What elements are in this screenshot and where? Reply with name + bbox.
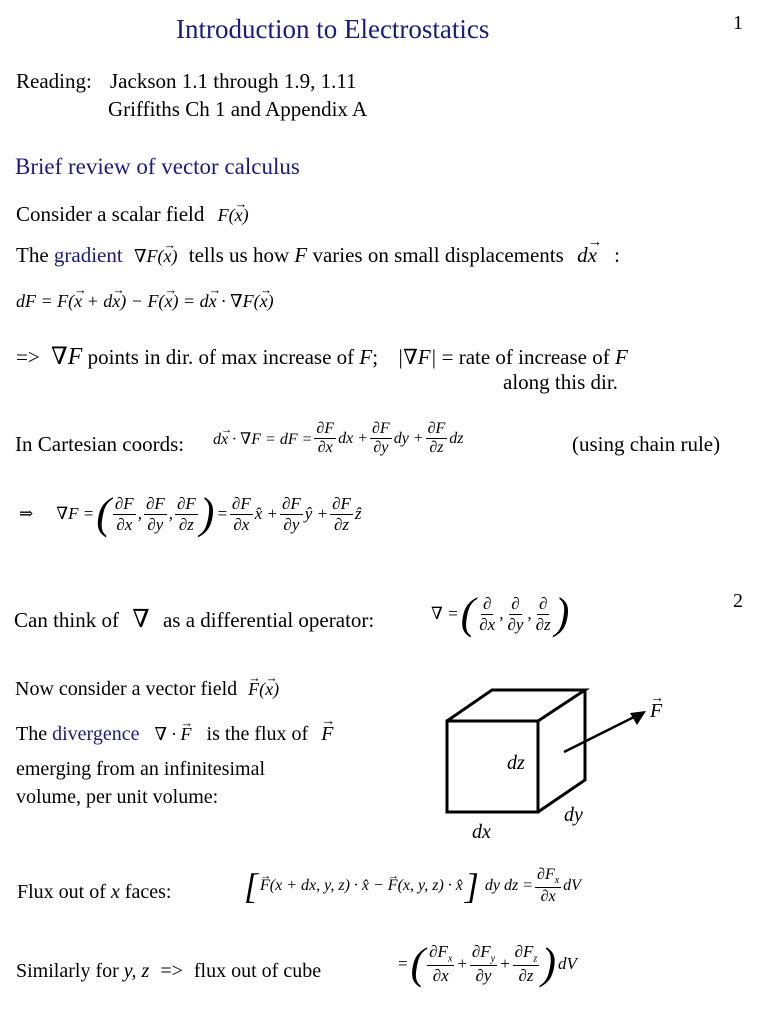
- gradient-math: ∇F(→ x): [134, 246, 178, 266]
- section-heading: Brief review of vector calculus: [15, 154, 300, 179]
- cube-label-dx: dx: [472, 821, 491, 843]
- nabla-operator-equation: ∇ = ( $\frac{\partial}{\partial x}$ , $\frac{\partial}{\partial y}$ , $\frac{\partial}{\partial z}$ ): [431, 589, 570, 638]
- dF-equation: dF = F(→ x + d→ x) − F(→ x) = d→ x · ∇F(→ x): [16, 291, 274, 312]
- gradient-term: gradient: [53, 243, 123, 267]
- abs-gradient: |∇F|: [397, 345, 437, 369]
- page-title: Introduction to Electrostatics: [176, 14, 490, 44]
- vector-field-line: [15, 678, 279, 701]
- operator-text-2: as a differential operator:: [162, 608, 375, 632]
- divergence-line-3: volume, per unit volume:: [16, 786, 219, 808]
- gradient-components-equation: ⇒ ∇F = ( $\frac{\partial F}{\partial x}$ , $\frac{\partial F}{\partial y}$ , $\frac{\partial F}{\partial z}$ ) = $\frac{\partial F}{\partial x}$ x̂ + $\frac{\partial F}{\partial y}$ ŷ + $\frac{\partial F}{\partial z}$ ẑ: [19, 489, 362, 538]
- vector-field-text: Now consider a vector field: [15, 678, 238, 700]
- divergence-mid: is the flux of: [206, 723, 309, 745]
- operator-text: Can think of: [14, 608, 119, 632]
- nabla-F: ∇F: [50, 344, 83, 370]
- gradient-colon: :: [614, 243, 620, 267]
- cube-flux-equation: = ( $\frac{\partial F_x}{\partial x}$ + $\frac{\partial F_y}{\partial y}$ + $\frac{\partial F_z}{\partial z}$ ) dV: [397, 939, 577, 988]
- gradient-post: varies on small displacements: [312, 243, 564, 267]
- divergence-F: → F: [321, 723, 333, 745]
- cube-diagram: [440, 684, 670, 844]
- divergence-pre: The: [16, 723, 48, 745]
- divergence-line: [16, 723, 333, 746]
- gradient-dx: d→ x: [577, 243, 597, 267]
- gradient-F: F: [294, 243, 308, 267]
- cube-label-dy: dy: [564, 804, 583, 826]
- page-number-1: 1: [733, 12, 743, 34]
- divergence-math: ∇ · → F: [154, 724, 191, 744]
- similarly-line: Similarly for y, z => flux out of cube: [16, 960, 322, 982]
- implies-text-2: = rate of increase of: [441, 345, 610, 369]
- divergence-line-2: emerging from an infinitesimal: [16, 758, 266, 780]
- divergence-term: divergence: [52, 723, 140, 745]
- implies-text-1: points in dir. of max increase of: [87, 345, 355, 369]
- chain-rule-equation: d→ x · ∇F = dF = $\frac{\partial F}{\partial x}$ dx + $\frac{\partial F}{\partial y}$ dy + $\frac{\partial F}{\partial z}$ dz: [212, 420, 465, 458]
- scalar-field-math: F(→ x): [218, 205, 249, 225]
- gradient-line: [16, 243, 620, 268]
- implies-line: [16, 342, 628, 371]
- implies-line-2: along this dir.: [503, 370, 618, 394]
- gradient-pre: The: [16, 243, 49, 267]
- scalar-field-line: [16, 202, 249, 227]
- flux-arrow: [564, 714, 640, 752]
- page-number-2: 2: [733, 590, 743, 612]
- flux-x-label: Flux out of x faces:: [17, 881, 172, 903]
- operator-line: [14, 604, 374, 634]
- reading-label: Reading:: [16, 69, 92, 93]
- implies-semicolon: ;: [372, 345, 379, 369]
- nabla-symbol: ∇: [132, 606, 150, 633]
- reading-line-2: Griffiths Ch 1 and Appendix A: [108, 97, 368, 121]
- reading-line-1: Jackson 1.1 through 1.9, 1.11: [110, 69, 357, 93]
- cube-label-dz: dz: [507, 752, 525, 774]
- gradient-mid: tells us how: [188, 243, 290, 267]
- implies-F: F: [359, 345, 373, 369]
- cartesian-label: In Cartesian coords:: [15, 432, 185, 456]
- vector-field-math: → F(→ x): [248, 679, 279, 699]
- scalar-field-text: Consider a scalar field: [16, 202, 205, 226]
- chain-rule-note: (using chain rule): [572, 432, 721, 456]
- implies-arrow: =>: [16, 345, 40, 369]
- implies-F2: F: [614, 345, 628, 369]
- flux-x-equation: [ → F(x + dx, y, z) · x̂ − → F(x, y, z) · x̂ ] dy dz = $\frac{\partial F_x}{\partial x}$ dV: [243, 866, 582, 906]
- cube-label-F: → F: [650, 700, 662, 723]
